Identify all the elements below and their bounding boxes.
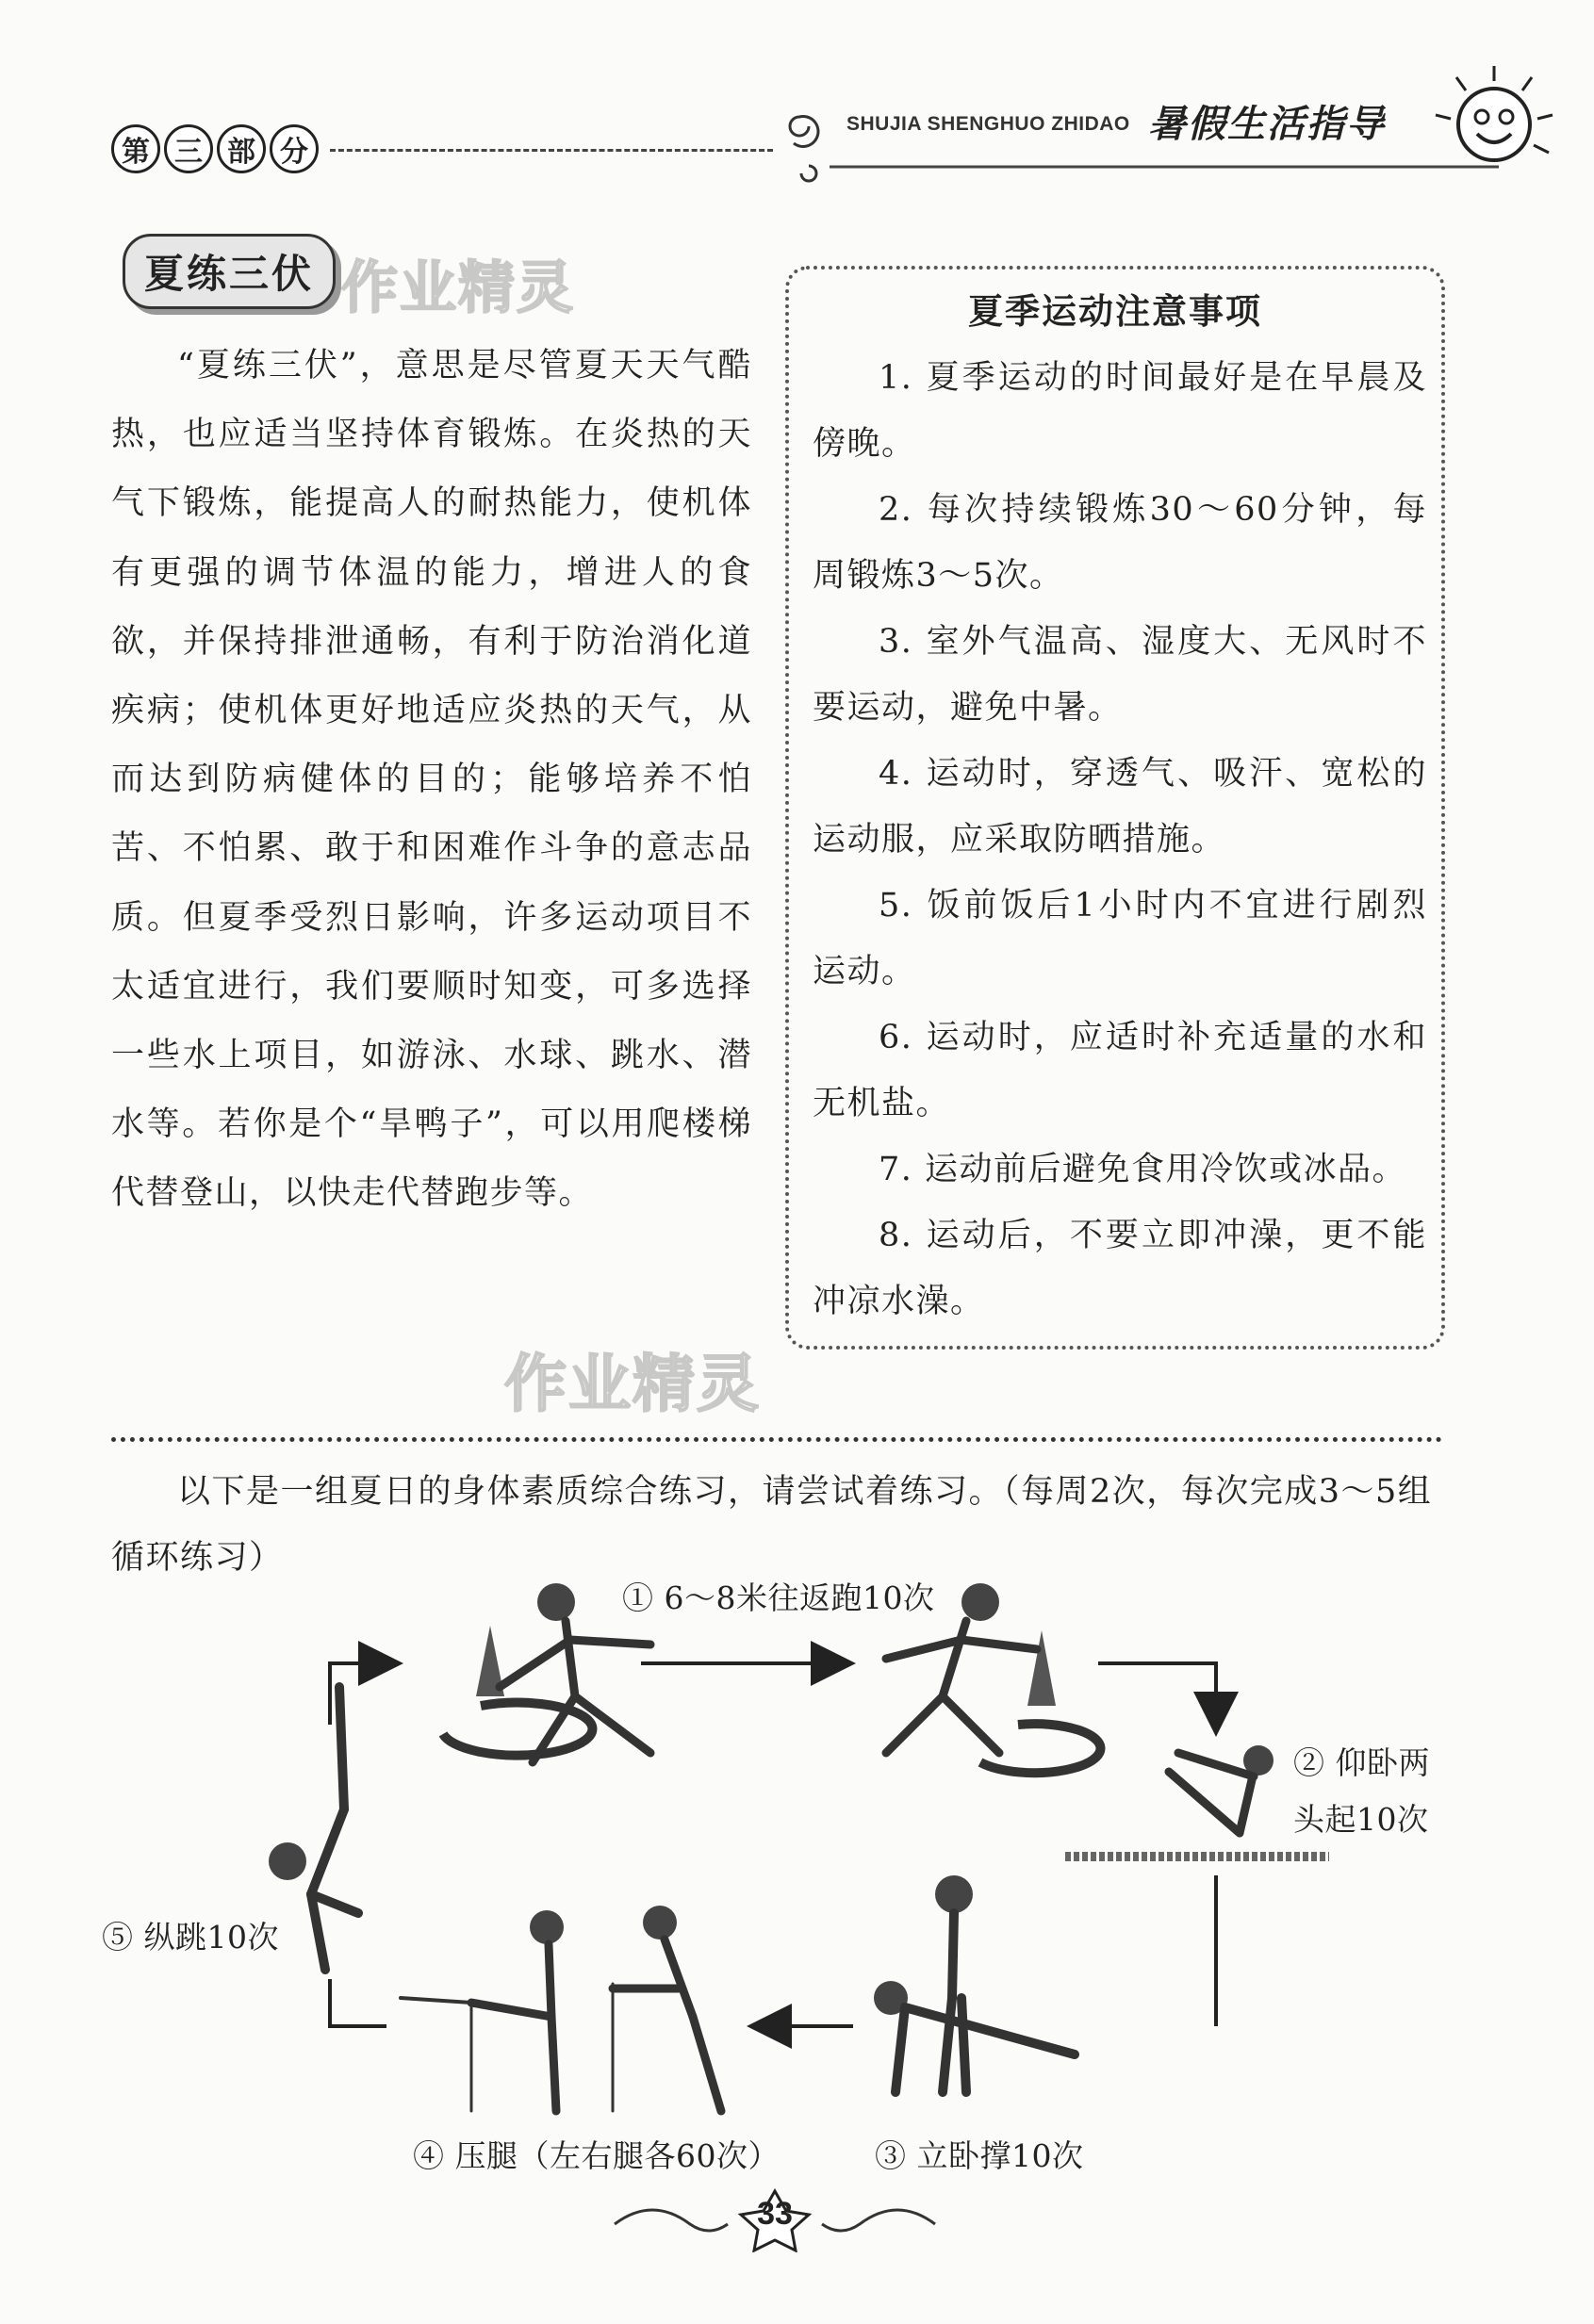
- notes-title: 夏季运动注意事项: [968, 292, 1262, 331]
- note-item: 5. 饭前饭后1小时内不宜进行剧烈运动。: [813, 887, 1427, 990]
- exercise-label-leg-press: ④ 压腿（左右腿各60次）: [413, 2137, 780, 2174]
- note-item: 4. 运动时，穿透气、吸汗、宽松的运动服，应采取防晒措施。: [813, 755, 1427, 859]
- note-item: 1. 夏季运动的时间最好是在早晨及傍晚。: [813, 359, 1427, 463]
- note-item: 7. 运动前后避免食用冷饮或冰品。: [879, 1151, 1407, 1188]
- v-up-figure-icon: [1169, 1745, 1274, 1833]
- exercise-label-burpee: ③ 立卧撑10次: [875, 2137, 1084, 2174]
- exercise-intro-text: 以下是一组夏日的身体素质综合练习，请尝试着练习。（每周2次，每次完成3～5组循环练习）: [111, 1473, 1433, 1577]
- note-item: 3. 室外气温高、湿度大、无风时不要运动，避免中暑。: [813, 623, 1427, 727]
- note-item: 6. 运动时，应适时补充适量的水和无机盐。: [813, 1019, 1427, 1122]
- burpee-figure-icon: [874, 1875, 1075, 2092]
- note-item: 8. 运动后，不要立即冲澡，更不能冲凉水澡。: [813, 1217, 1427, 1320]
- leg-stretch-figure-icon: [401, 1906, 721, 2111]
- exercise-label-v-up: ② 仰卧两: [1293, 1744, 1430, 1781]
- jump-figure-icon: [269, 1687, 358, 1970]
- note-item: 2. 每次持续锻炼30～60分钟，每周锻炼3～5次。: [813, 491, 1427, 595]
- brand-pinyin: SHUJIA SHENGHUO ZHIDAO: [846, 113, 1130, 135]
- part-char: 第: [111, 124, 160, 173]
- part-char: 三: [164, 124, 213, 173]
- article-paragraph: “夏练三伏”，意思是尽管夏天天气酷热，也应适当坚持体育锻炼。在炎热的天气下锻炼，能提高人的耐热能力，使机体有更强的调节体温的能力，增进人的食欲，并保持排泄通畅，有利于防治消化道疾病；使机体更好地适应炎热的天气，从而达到防病健体的目的；能够培养不怕苦、不怕累、敢于和困难作斗争的意志品质。但夏季受烈日影响，许多运动项目不太适宜进行，我们要顺时知变，可多选择一些水上项目，如游泳、水球、跳水、潜水等。若你是个“旱鸭子”，可以用爬楼梯代替登山，以快走代替跑步等。: [111, 347, 752, 1213]
- part-char: 分: [270, 124, 319, 173]
- watermark: 作业精灵: [504, 1349, 761, 1418]
- watermark: 作业精灵: [341, 256, 575, 319]
- exercise-label-v-up-count: 头起10次: [1293, 1801, 1429, 1838]
- cone-icon: [1027, 1630, 1056, 1706]
- section-badge: 夏练三伏: [123, 234, 336, 309]
- brand-title: 暑假生活指导: [1148, 104, 1386, 145]
- cycle-arrows: [330, 1663, 1216, 2026]
- exercise-label-shuttle-run: ① 6～8米往返跑10次: [622, 1579, 935, 1616]
- part-char: 部: [217, 124, 266, 173]
- exercise-label-jump: ⑤ 纵跳10次: [102, 1919, 279, 1956]
- page-number: 33: [757, 2196, 793, 2232]
